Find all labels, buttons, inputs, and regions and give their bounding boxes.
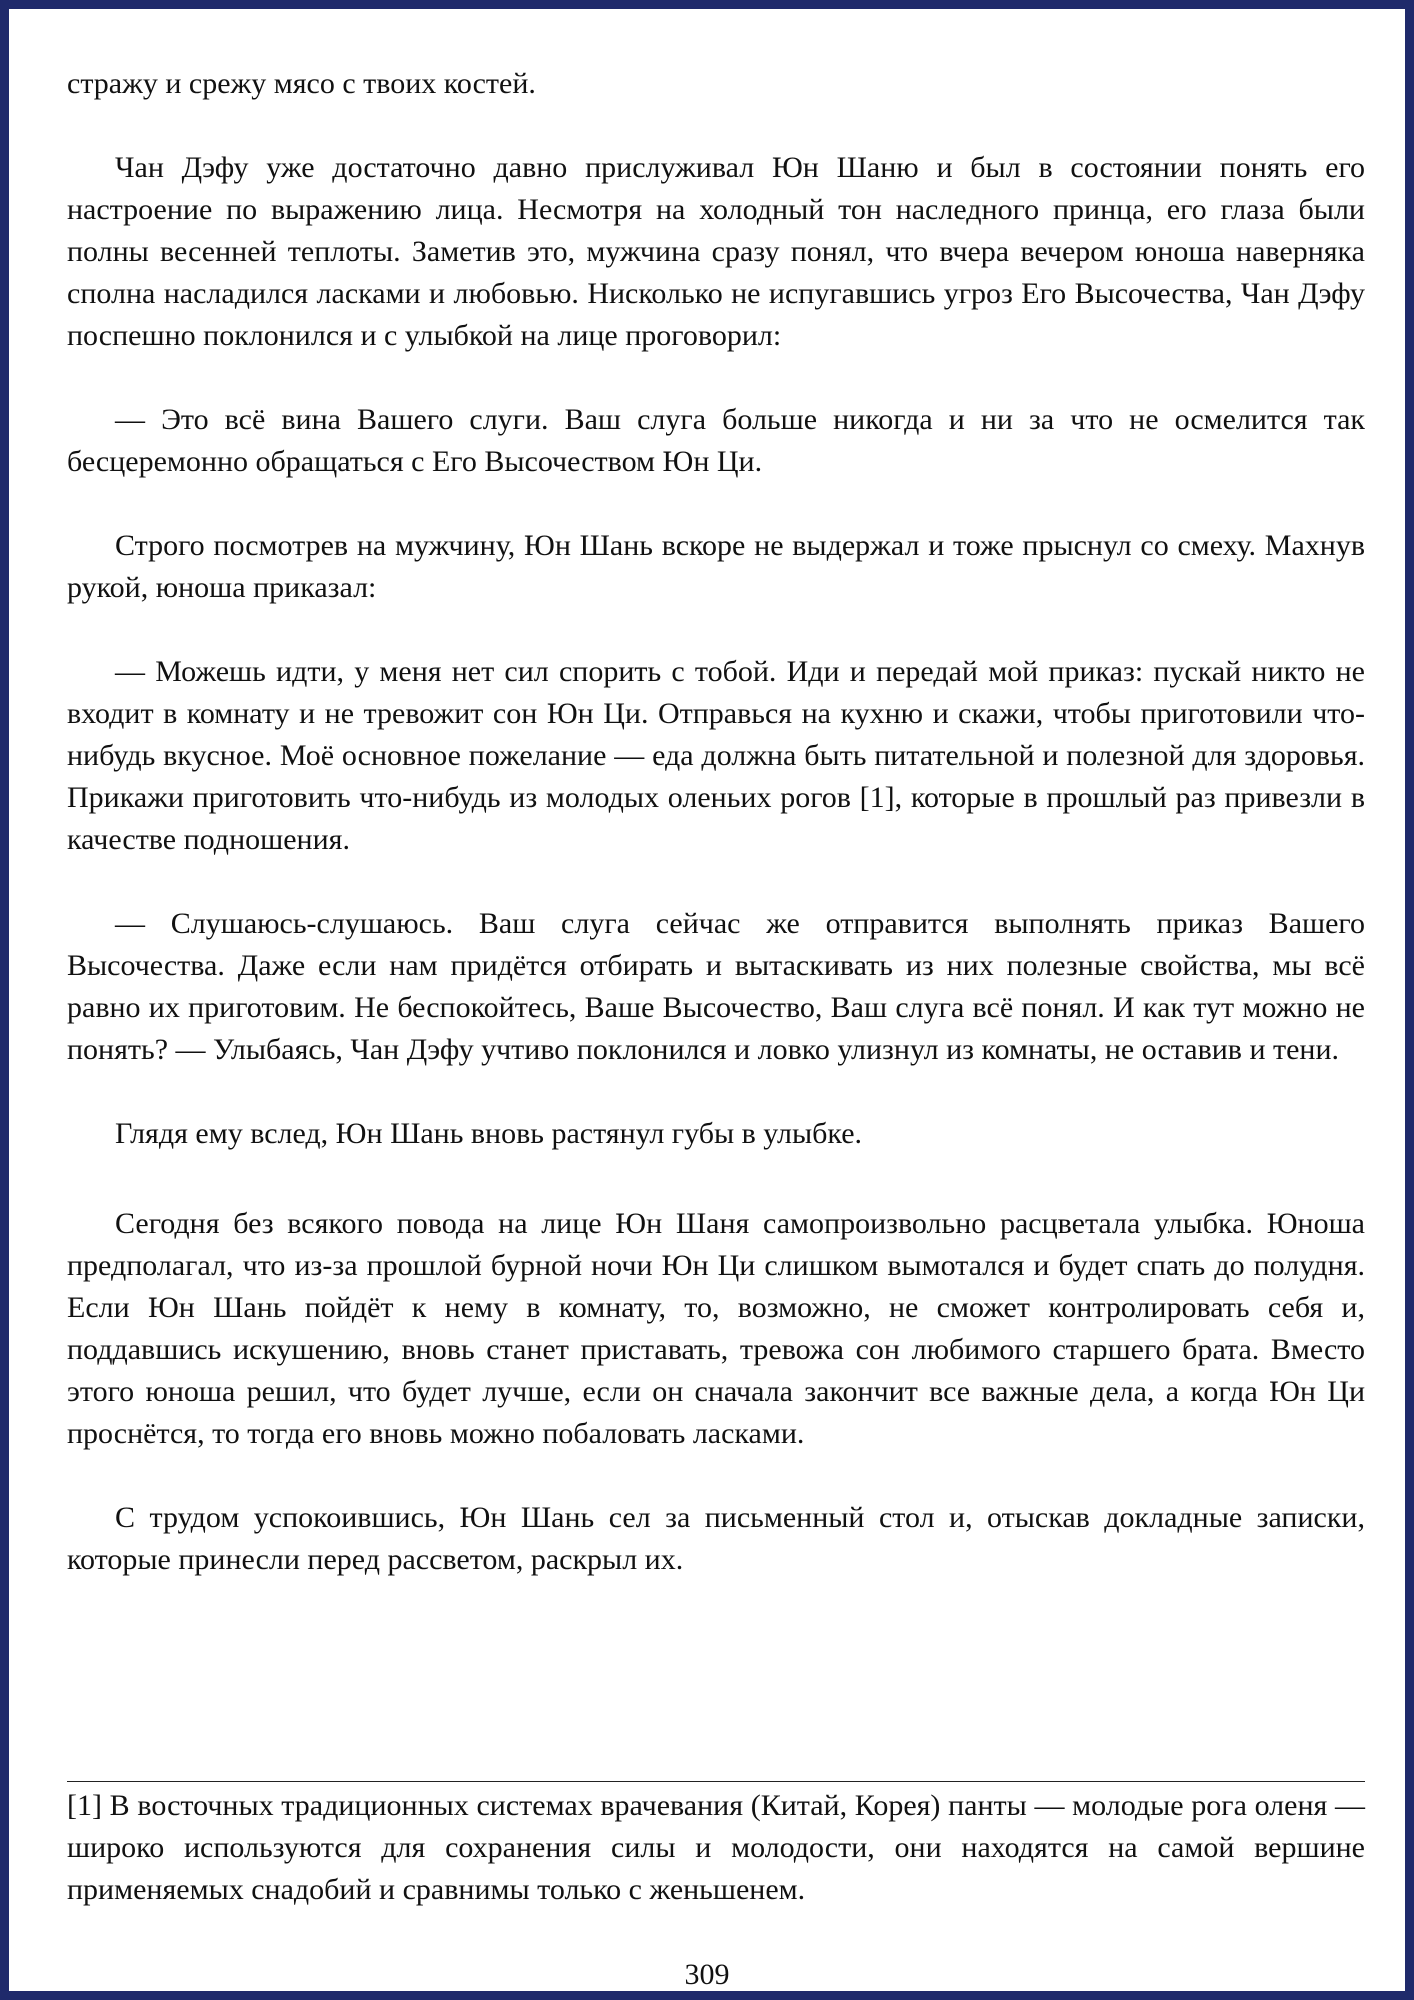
paragraph: — Слушаюсь-слушаюсь. Ваш слуга сейчас же отправится выполнять приказ Вашего Высочества. Даже если нам придётся отбирать и вытаскивать из них полезные свойства, мы всё равно их приготовим. Не беспокойтесь, Ваше Высочество, Ваш слуга всё понял. И как тут можно не понять? — Улыбаясь, Чан Дэфу учтиво поклонился и ловко улизнул из комнаты, не оставив и тени. [67,907,1365,1066]
book-page [9,9,1405,1991]
main-text [67,63,1365,1623]
paragraph: стражу и срежу мясо с твоих костей. [67,67,536,100]
paragraph: — Это всё вина Вашего слуги. Ваш слуга больше никогда и ни за что не осмелится так бесцеремонно обращаться с Его Высочеством Юн Ци. [67,403,1365,478]
paragraph: С трудом успокоившись, Юн Шань сел за письменный стол и, отыскав докладные записки, которые принесли перед рассветом, раскрыл их. [67,1501,1365,1576]
paragraph: — Можешь идти, у меня нет сил спорить с тобой. Иди и передай мой приказ: пускай никто не входит в комнату и не тревожит сон Юн Ци. Отправься на кухню и скажи, чтобы приготовили что-нибудь вкусное. Моё основное пожелание — еда должна быть питательной и полезной для здоровья. Прикажи приготовить что-нибудь из молодых оленьих рогов [1], которые в прошлый раз привезли в качестве подношения. [67,655,1365,856]
paragraph: Сегодня без всякого повода на лице Юн Шаня самопроизвольно расцветала улыбка. Юноша предполагал, что из-за прошлой бурной ночи Юн Ци слишком вымотался и будет спать до полудня. Если Юн Шань пойдёт к нему в комнату, то, возможно, не сможет контролировать себя и, поддавшись искушению, вновь станет приставать, тревожа сон любимого старшего брата. Вместо этого юноша решил, что будет лучше, если он сначала закончит все важные дела, а когда Юн Ци проснётся, то тогда его вновь можно побаловать ласками. [67,1207,1365,1450]
footnote-divider [67,1781,1365,1782]
paragraph: Строго посмотрев на мужчину, Юн Шань вскоре не выдержал и тоже прыснул со смеху. Махнув рукой, юноша приказал: [67,529,1365,604]
page-number: 309 [684,1958,730,1991]
footnote: [1] В восточных традиционных системах врачевания (Китай, Корея) панты — молодые рога оленя — широко используются для сохранения силы и молодости, они находятся на самой вершине применяемых снадобий и сравнимы только с женьшенем. [67,1789,1365,1906]
paragraph: Чан Дэфу уже достаточно давно прислуживал Юн Шаню и был в состоянии понять его настроение по выражению лица. Несмотря на холодный тон наследного принца, его глаза были полны весенней теплоты. Заметив это, мужчина сразу понял, что вчера вечером юноша наверняка сполна насладился ласками и любовью. Нисколько не испугавшись угроз Его Высочества, Чан Дэфу поспешно поклонился и с улыбкой на лице проговорил: [67,151,1365,352]
paragraph: Глядя ему вслед, Юн Шань вновь растянул губы в улыбке. [115,1117,863,1150]
